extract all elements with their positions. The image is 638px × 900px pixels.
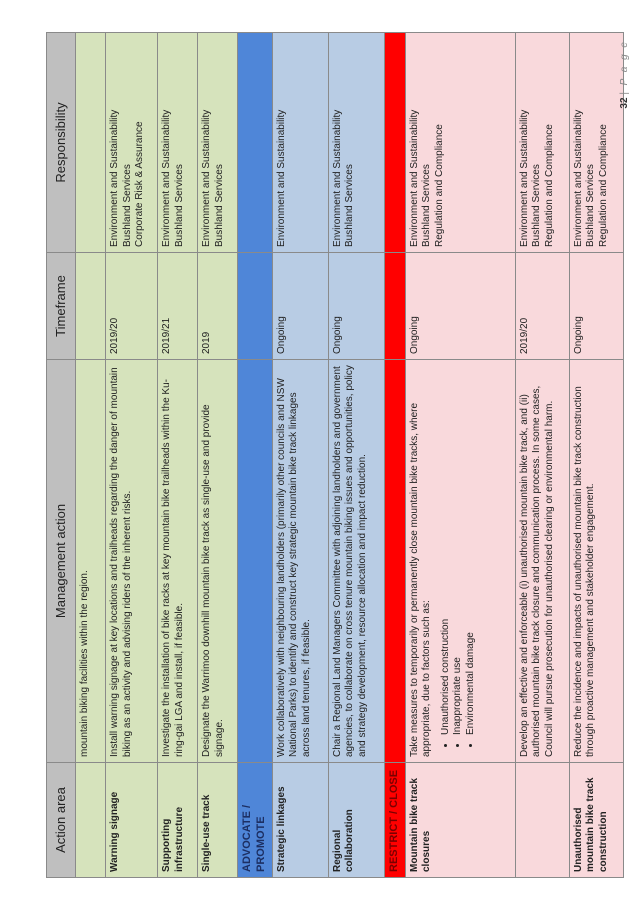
responsibility-line: Environment and Sustainability (201, 109, 213, 247)
management-action-cell: Investigate the installation of bike racks at key mountain bike trailheads within the Ku-ring-gai LGA and install, if feasible. (158, 360, 198, 763)
header-management-action: Management action (47, 360, 76, 763)
responsibility-line: Bushland Services (121, 164, 133, 247)
action-area-cell (515, 763, 569, 878)
action-area-cell (76, 763, 106, 878)
page-number-value: 32 (619, 97, 630, 109)
responsibility-cell (515, 33, 569, 253)
responsibility-line: Environment and Sustainability (109, 109, 121, 247)
management-action-cell: Install warning signage at key locations and trailheads regarding the danger of mountain biking as an activity and advising riders of the inherent risks. (106, 360, 158, 763)
table-row (405, 33, 515, 878)
header-responsibility: Responsibility (47, 33, 76, 253)
responsibility-cell (76, 33, 106, 253)
action-area-cell: Strategic linkages (272, 763, 328, 878)
action-text: Take measures to temporarily or permanently close mountain bike tracks, where appropriate, due to factors such as: (408, 402, 432, 757)
responsibility-line: Environment and Sustainability (161, 109, 173, 247)
timeframe-cell: Ongoing (569, 253, 623, 360)
action-area-cell: Regional collaboration (328, 763, 384, 878)
section-label: ADVOCATE / PROMOTE (238, 763, 273, 878)
management-action-cell: Chair a Regional Land Managers Committee with adjoining landholders and government agencies, to collaborate on cross tenure mountain biking issues and opportunities, policy and strategy development, resource allocation and impact reduction. (328, 360, 384, 763)
responsibility-line: Regulation and Compliance (597, 124, 609, 247)
responsibility-line: Regulation and Compliance (543, 124, 555, 247)
header-timeframe: Timeframe (47, 253, 76, 360)
responsibility-cell (198, 33, 238, 253)
table-row (272, 33, 328, 878)
action-area-cell: Warning signage (106, 763, 158, 878)
table-row (106, 33, 158, 878)
header-action-area: Action area (47, 763, 76, 878)
responsibility-line: Corporate Risk & Assurance (134, 121, 146, 247)
responsibility-line: Regulation and Compliance (433, 124, 445, 247)
page-number (619, 40, 630, 109)
closure-factors-list (440, 365, 478, 757)
management-action-cell: Designate the Warrimoo downhill mountain bike track as single-use and provide signage. (198, 360, 238, 763)
timeframe-cell: Ongoing (328, 253, 384, 360)
management-action-table (46, 32, 624, 878)
responsibility-line: Bushland Services (531, 164, 542, 247)
table-row (198, 33, 238, 878)
table-row (76, 33, 106, 878)
responsibility-cell (328, 33, 384, 253)
section-row-advocate (238, 33, 273, 878)
list-item: • Environmental damage (465, 365, 478, 735)
timeframe-cell: Ongoing (405, 253, 515, 360)
table-row (328, 33, 384, 878)
action-area-cell: Single-use track (198, 763, 238, 878)
management-action-cell: Reduce the incidence and impacts of unauthorised mountain bike track construction through proactive management and stakeholder engagement. (569, 360, 623, 763)
responsibility-cell (272, 33, 328, 253)
responsibility-line: Bushland Services (213, 164, 225, 247)
management-action-cell: Develop an effective and enforceable (i) unauthorised mountain bike track, and (ii) authorised mountain bike track closure and communication process. In some cases, Council will pursue prosecution for unauthorised clearing or environmental harm. (515, 360, 569, 763)
responsibility-line: Bushland Services (585, 164, 596, 247)
section-row-restrict (384, 33, 405, 878)
responsibility-line: Environment and Sustainability (331, 109, 343, 247)
page-label: | P a g e (619, 40, 630, 95)
responsibility-line: Environment and Sustainability (572, 109, 584, 247)
list-item: • Unauthorised construction (440, 365, 453, 735)
timeframe-cell: 2019/20 (106, 253, 158, 360)
action-area-cell: Mountain bike track closures (405, 763, 515, 878)
responsibility-line: Environment and Sustainability (408, 109, 420, 247)
responsibility-cell (158, 33, 198, 253)
timeframe-cell: 2019/20 (515, 253, 569, 360)
timeframe-cell: Ongoing (272, 253, 328, 360)
timeframe-cell: 2019/21 (158, 253, 198, 360)
list-item: • Inappropriate use (452, 365, 465, 735)
responsibility-line: Bushland Services (344, 164, 356, 247)
action-area-cell: Supporting infrastructure (158, 763, 198, 878)
table-row (158, 33, 198, 878)
timeframe-cell (76, 253, 106, 360)
management-action-cell (405, 360, 515, 763)
responsibility-cell (569, 33, 623, 253)
table-header-row (47, 33, 76, 878)
responsibility-line: Bushland Services (421, 164, 432, 247)
responsibility-line: Bushland Services (173, 164, 185, 247)
responsibility-cell (405, 33, 515, 253)
responsibility-line: Environment and Sustainability (275, 109, 287, 247)
table-row (569, 33, 623, 878)
section-label: RESTRICT / CLOSE (384, 763, 405, 878)
management-action-cell: mountain biking facilities within the region. (76, 360, 106, 763)
responsibility-cell (106, 33, 158, 253)
timeframe-cell: 2019 (198, 253, 238, 360)
table-row (515, 33, 569, 878)
action-area-cell: Unauthorised mountain bike track construction (569, 763, 623, 878)
responsibility-line: Environment and Sustainability (518, 109, 530, 247)
management-action-cell: Work collaboratively with neighbouring landholders (primarily other councils and NSW National Parks) to identify and construct key strategic mountain bike track linkages across land tenures, if feasible. (272, 360, 328, 763)
